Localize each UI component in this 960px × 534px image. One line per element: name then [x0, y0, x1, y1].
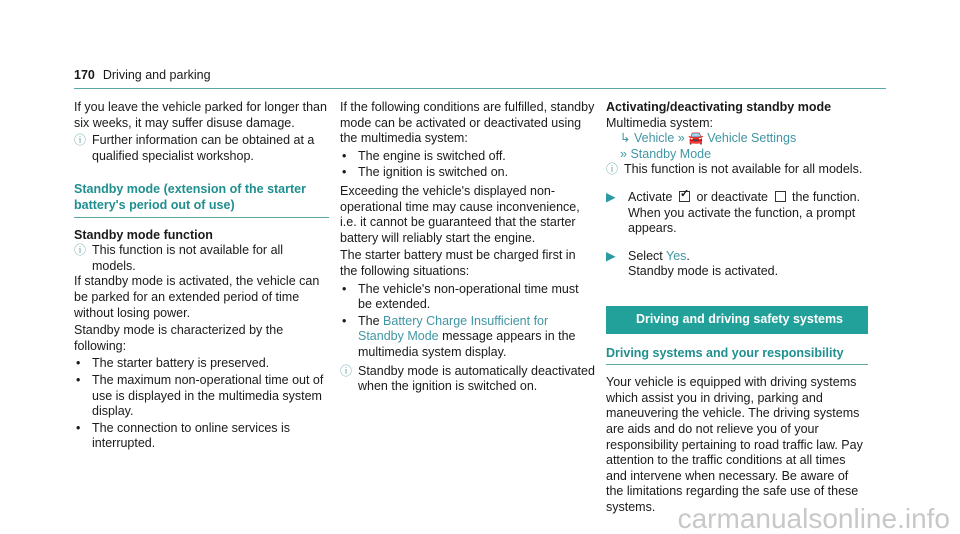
- double-chevron-icon: »: [620, 146, 627, 161]
- paragraph: Standby mode is characterized by the following:: [74, 323, 284, 353]
- yes-option[interactable]: Yes: [666, 248, 687, 263]
- menu-path-2: [606, 147, 868, 163]
- checkbox-empty-icon: [775, 191, 786, 202]
- message-link[interactable]: Battery Charge Insufficient for Standby Mode: [358, 313, 549, 344]
- intro-text: If you leave the vehicle parked for longer than six weeks, it may suffer disuse damage.: [74, 100, 327, 130]
- info-icon: ⓘ: [606, 162, 619, 177]
- list-item: • The maximum non-operational time out of use is displayed in the multimedia system display.: [76, 372, 324, 419]
- bullet-list: [340, 149, 595, 181]
- list-item: • The ignition is switched on.: [342, 165, 509, 180]
- info-icon: ⓘ: [74, 243, 87, 258]
- list-item: • The Battery Charge Insufficient for Standby Mode message appears in the multimedia system display.: [342, 313, 576, 359]
- note-2: ⓘ This function is not available for all models.: [74, 243, 284, 273]
- return-arrow-icon: ↳: [620, 131, 631, 146]
- procedure-sub: Multimedia system:: [606, 115, 713, 130]
- column-1: [74, 100, 329, 455]
- paragraph: If standby mode is activated, the vehicle can be parked for an extended period of time without losing power.: [74, 274, 320, 320]
- list-item: • The connection to online services is interrupted.: [76, 420, 291, 451]
- watermark: carmanualsonline.info: [677, 503, 950, 534]
- list-item: • The vehicle's non-operational time must be extended.: [342, 281, 579, 312]
- menu-standby-mode[interactable]: Standby Mode: [630, 146, 712, 161]
- paragraph: Your vehicle is equipped with driving systems which assist you in driving, parking and maneuvering the vehicle. The driving systems are aids and do not relieve you of your responsibility pertaining to road traffic law. Pay attention to the traffic conditions at all times and intervene when necessary. Be aware of the limitations regarding the safe use of these systems.: [606, 375, 863, 514]
- list-item: • The starter battery is preserved.: [76, 356, 270, 371]
- step-2: ▶ Select Yes. Standby mode is activated.: [606, 248, 779, 279]
- page-header: [74, 68, 211, 84]
- step-arrow-icon: ▶: [606, 248, 616, 263]
- step-1: ▶ Activate ✓ or deactivate the function. When you activate the function, a prompt appears.: [606, 190, 868, 237]
- note-1: ⓘ Further information can be obtained at a qualified specialist workshop.: [74, 133, 315, 163]
- sub-banner: Driving systems and your responsibility: [606, 342, 868, 366]
- note: ⓘ This function is not available for all models.: [606, 162, 863, 177]
- menu-vehicle[interactable]: Vehicle: [633, 131, 675, 146]
- page-number: 170: [74, 68, 95, 82]
- checkbox-checked-icon: [679, 191, 690, 202]
- bullet-list: [74, 356, 329, 452]
- section-banner: Driving and driving safety systems: [606, 306, 868, 334]
- column-3: [606, 100, 868, 517]
- procedure-title: Activating/deactivating standby mode: [606, 100, 832, 114]
- header-divider: [74, 88, 886, 89]
- paragraph: Exceeding the vehicle's displayed non-operational time may cause inconvenience, i.e. it cannot be guaranteed that the starter battery will reliably start the engine.: [340, 183, 580, 245]
- double-chevron-icon: »: [677, 131, 685, 146]
- car-settings-icon: 🚘: [688, 131, 704, 146]
- paragraph: If the following conditions are fulfilled, standby mode can be activated or deactivated using the multimedia system:: [340, 100, 595, 146]
- info-icon: ⓘ: [74, 133, 87, 148]
- paragraph: The starter battery must be charged first in the following situations:: [340, 248, 576, 278]
- info-icon: ⓘ: [340, 363, 353, 378]
- menu-vehicle-settings[interactable]: Vehicle Settings: [707, 131, 797, 146]
- list-item: • The engine is switched off.: [342, 148, 506, 163]
- subhead: Standby mode function: [74, 227, 213, 242]
- menu-path: [606, 131, 868, 147]
- column-2: [340, 100, 595, 395]
- bullet-list: [340, 282, 595, 361]
- note: ⓘ Standby mode is automatically deactivated when the ignition is switched on.: [340, 363, 595, 394]
- section-title: Standby mode (extension of the starter battery's period out of use): [74, 182, 329, 217]
- step-arrow-icon: ▶: [606, 189, 616, 204]
- section-name: Driving and parking: [102, 68, 211, 82]
